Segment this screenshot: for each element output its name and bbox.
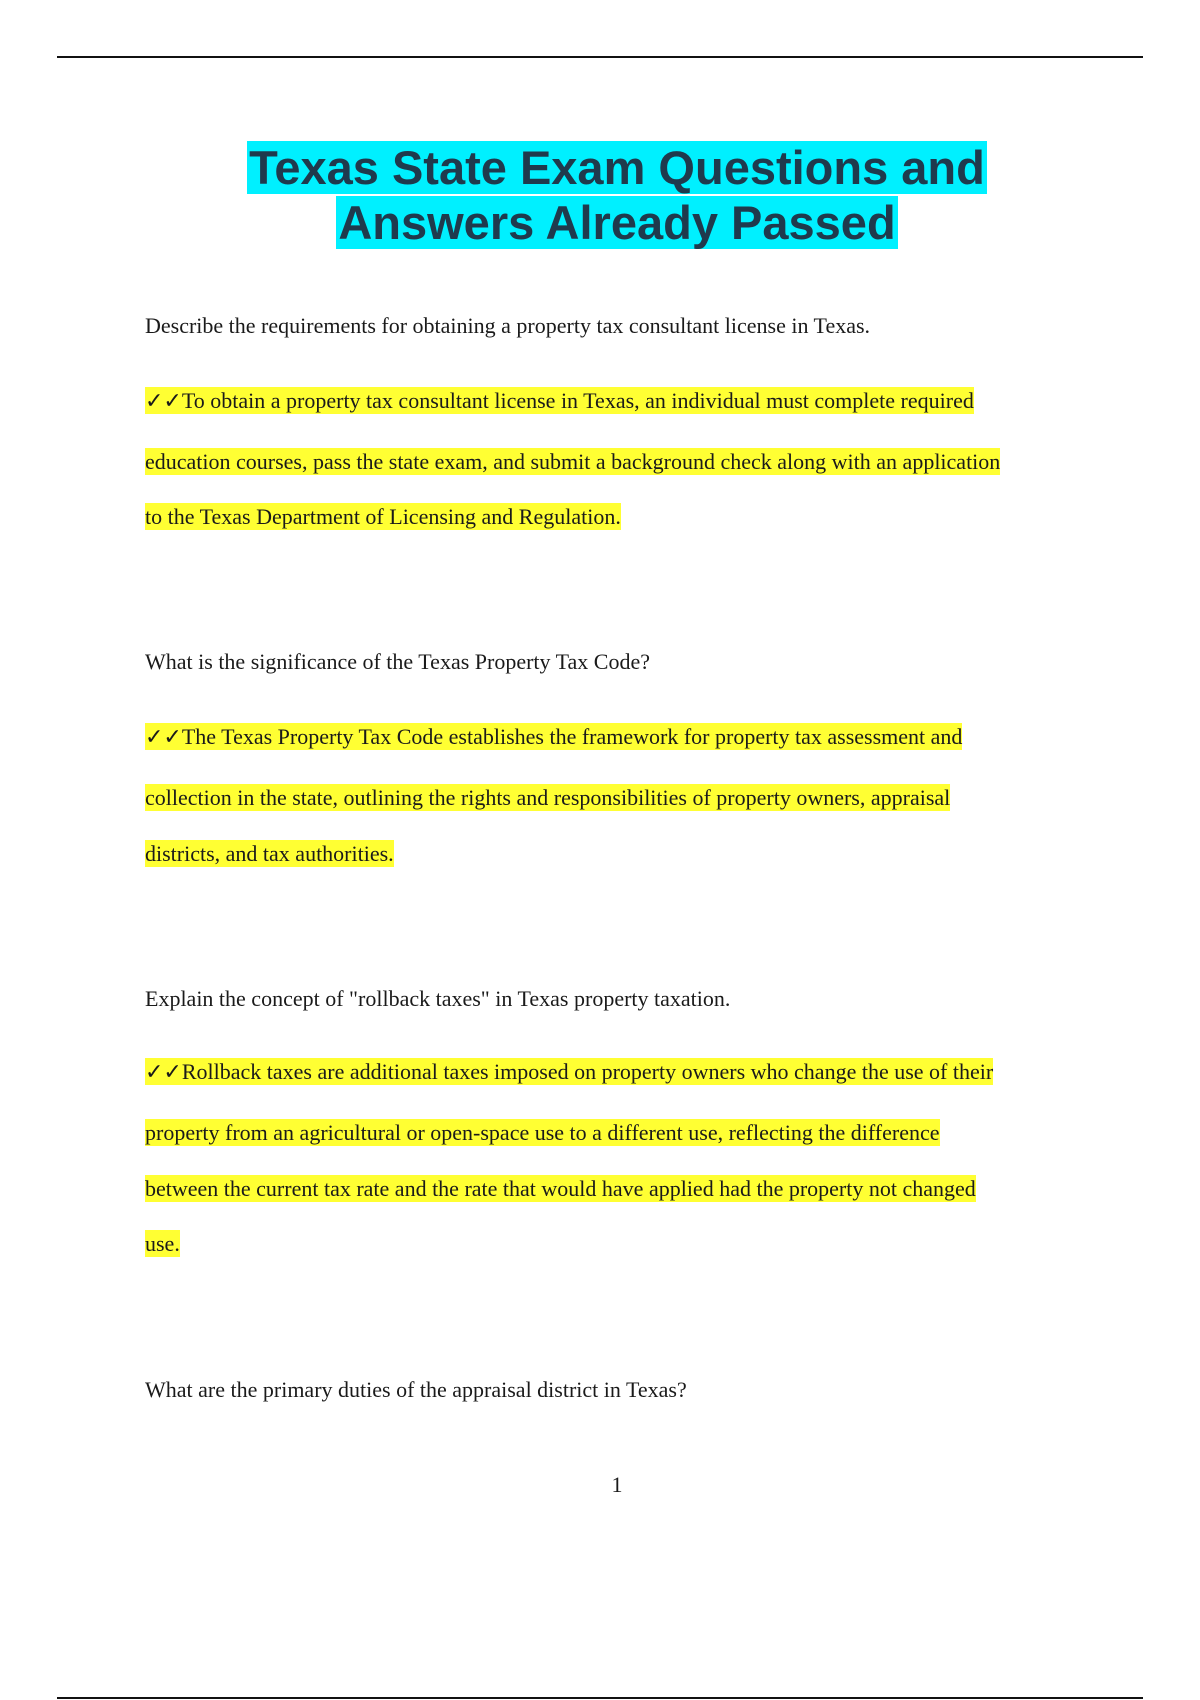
answer-2-line-2 <box>145 783 950 813</box>
answer-highlight: ✓✓Rollback taxes are additional taxes imposed on property owners who change the use of their <box>145 1059 994 1084</box>
answer-1-line-2 <box>145 447 1000 477</box>
answer-1-line-3 <box>145 502 621 532</box>
title-line-2: Answers Already Passed <box>338 196 896 249</box>
answer-highlight: use. <box>145 1231 180 1256</box>
answer-highlight: ✓✓To obtain a property tax consultant license in Texas, an individual must complete required <box>145 388 974 413</box>
answer-3-line-2 <box>145 1118 940 1148</box>
answer-2-line-1 <box>145 722 962 752</box>
answer-2-line-3 <box>145 839 394 869</box>
answer-highlight: to the Texas Department of Licensing and Regulation. <box>145 504 621 529</box>
answer-3-line-4 <box>145 1229 180 1259</box>
answer-highlight: property from an agricultural or open-space use to a different use, reflecting the difference <box>145 1120 940 1145</box>
page-number: 1 <box>611 1472 623 1497</box>
answer-1-line-1 <box>145 386 974 416</box>
title-line-1: Texas State Exam Questions and <box>249 141 985 194</box>
answer-highlight: between the current tax rate and the rate that would have applied had the property not changed <box>145 1176 976 1201</box>
answer-highlight: districts, and tax authorities. <box>145 841 394 866</box>
question-3: Explain the concept of "rollback taxes" in Texas property taxation. <box>145 986 731 1011</box>
question-1: Describe the requirements for obtaining a property tax consultant license in Texas. <box>145 313 871 338</box>
answer-3-line-1 <box>145 1057 993 1087</box>
bottom-rule <box>57 1697 1143 1699</box>
answer-highlight: collection in the state, outlining the rights and responsibilities of property owners, appraisal <box>145 785 951 810</box>
answer-highlight: ✓✓The Texas Property Tax Code establishes the framework for property tax assessment and <box>145 724 963 749</box>
question-2: What is the significance of the Texas Property Tax Code? <box>145 649 651 674</box>
answer-3-line-3 <box>145 1174 976 1204</box>
document-title <box>0 140 1200 250</box>
question-4: What are the primary duties of the appraisal district in Texas? <box>145 1377 687 1402</box>
answer-highlight: education courses, pass the state exam, and submit a background check along with an application <box>145 449 1001 474</box>
top-rule <box>57 56 1143 58</box>
